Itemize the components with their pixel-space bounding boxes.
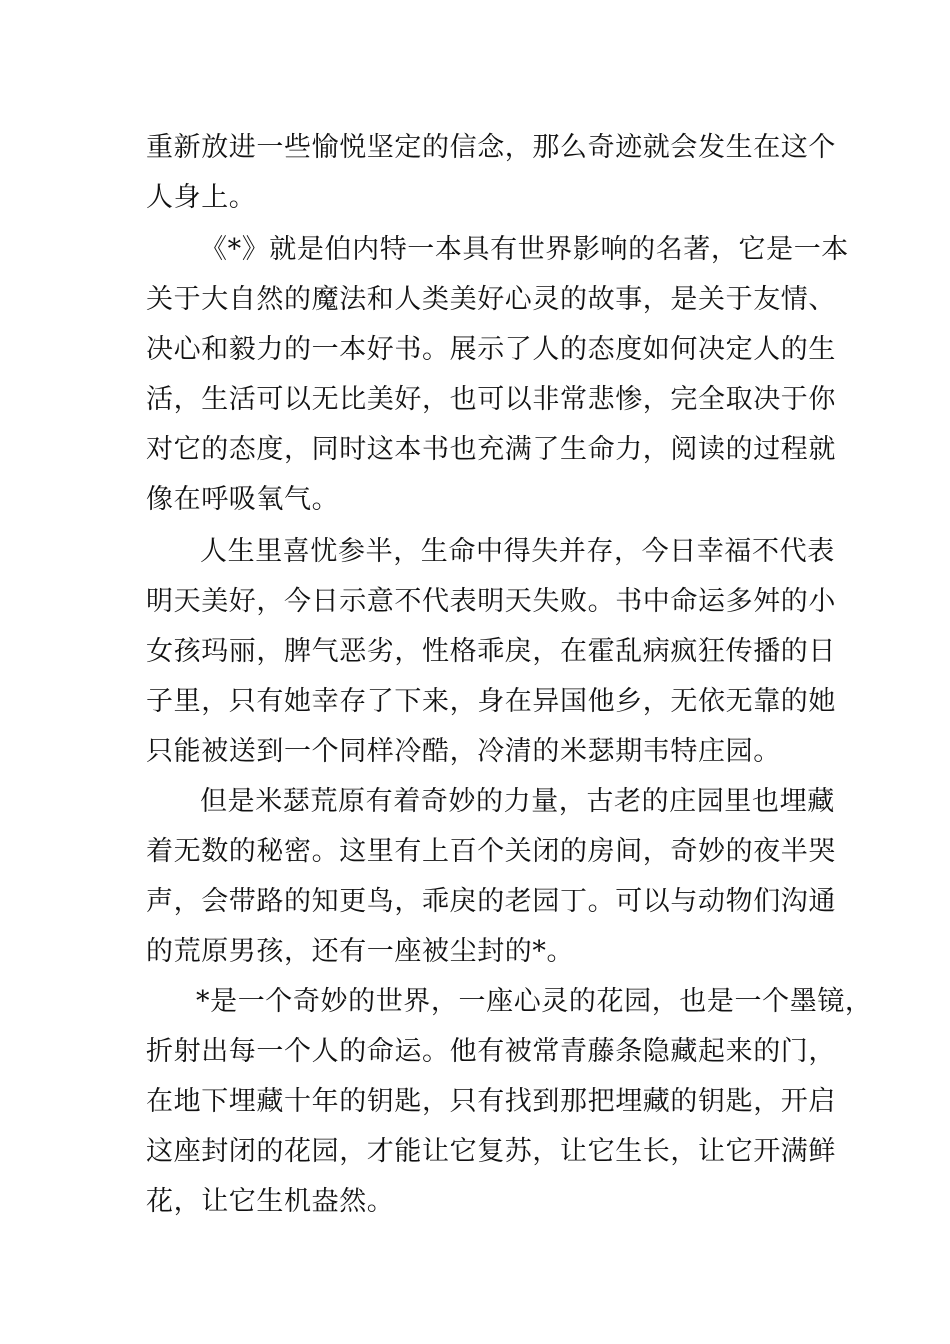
text-line: 明天美好，今日示意不代表明天失败。书中命运多舛的小 [146, 586, 836, 617]
text-line: 折射出每一个人的命运。他有被常青藤条隐藏起来的门， [146, 1036, 836, 1067]
text-line: 子里，只有她幸存了下来，身在异国他乡，无依无靠的她 [146, 686, 836, 717]
text-line: 声，会带路的知更鸟，乖戾的老园丁。可以与动物们沟通 [146, 886, 836, 917]
text-line: 这座封闭的花园，才能让它复苏，让它生长，让它开满鲜 [146, 1136, 836, 1167]
text-line: 活，生活可以无比美好，也可以非常悲惨，完全取决于你 [146, 384, 836, 415]
text-line: 对它的态度，同时这本书也充满了生命力，阅读的过程就 [146, 434, 836, 465]
text-line: 人生里喜忧参半，生命中得失并存，今日幸福不代表 [200, 536, 835, 567]
text-line: 关于大自然的魔法和人类美好心灵的故事，是关于友情、 [146, 284, 836, 315]
text-line: 重新放进一些愉悦坚定的信念，那么奇迹就会发生在这个 [146, 132, 836, 163]
text-line: 《*》就是伯内特一本具有世界影响的名著，它是一本 [200, 234, 849, 265]
text-line: 只能被送到一个同样冷酷，冷清的米瑟期韦特庄园。 [146, 736, 781, 767]
text-line: 花，让它生机盎然。 [146, 1186, 395, 1217]
text-line: 像在呼吸氧气。 [146, 484, 340, 515]
text-line: 在地下埋藏十年的钥匙，只有找到那把埋藏的钥匙，开启 [146, 1086, 836, 1117]
text-line: *是一个奇妙的世界，一座心灵的花园，也是一个墨镜， [196, 986, 873, 1017]
text-line: 的荒原男孩，还有一座被尘封的*。 [146, 936, 575, 967]
text-line: 人身上。 [146, 182, 257, 213]
text-line: 着无数的秘密。这里有上百个关闭的房间，奇妙的夜半哭 [146, 836, 836, 867]
text-line: 但是米瑟荒原有着奇妙的力量，古老的庄园里也埋藏 [200, 786, 835, 817]
text-line: 女孩玛丽，脾气恶劣，性格乖戾，在霍乱病疯狂传播的日 [146, 636, 836, 667]
text-line: 决心和毅力的一本好书。展示了人的态度如何决定人的生 [146, 334, 836, 365]
